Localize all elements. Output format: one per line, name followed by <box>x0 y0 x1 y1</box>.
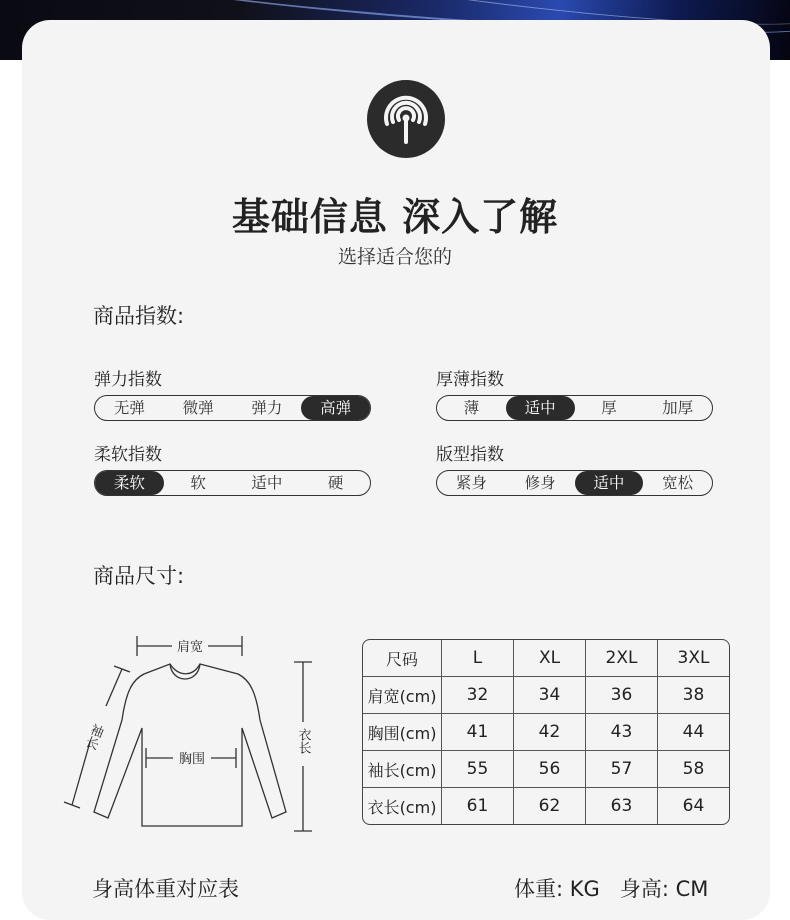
table-row <box>363 677 729 714</box>
units-label: 体重: KG 身高: CM <box>514 877 709 901</box>
elasticity-option: 微弹 <box>182 399 214 417</box>
height-weight-heading: 身高体重对应表 <box>92 877 239 901</box>
chest-label: 胸围 <box>178 752 206 767</box>
elasticity-option: 无弹 <box>113 399 145 417</box>
table-header-cell: 3XL <box>658 640 729 677</box>
elasticity-option: 弹力 <box>251 399 283 417</box>
shirt-outline <box>94 664 286 826</box>
table-row <box>363 788 729 824</box>
table-header-row <box>363 640 729 677</box>
table-header-cell: L <box>442 640 514 677</box>
table-cell: 43 <box>586 714 658 751</box>
softness-scale <box>94 470 371 496</box>
fit-option: 修身 <box>524 474 556 492</box>
garment-diagram <box>60 630 330 840</box>
page-title: 基础信息 深入了解 <box>231 195 559 239</box>
table-cell: 58 <box>658 751 729 788</box>
table-cell: 56 <box>514 751 586 788</box>
table-cell: 44 <box>658 714 729 751</box>
table-header-cell: XL <box>514 640 586 677</box>
table-cell: 32 <box>442 677 514 714</box>
table-cell: 衣长(cm) <box>363 788 442 824</box>
thickness-option: 适中 <box>506 396 575 420</box>
page-subtitle: 选择适合您的 <box>337 246 452 268</box>
table-cell: 袖长(cm) <box>363 751 442 788</box>
table-header-cell: 尺码 <box>363 640 442 677</box>
softness-option: 软 <box>190 474 206 492</box>
brand-signal-icon <box>367 80 445 158</box>
fit-option: 适中 <box>575 471 644 495</box>
product-size-heading: 商品尺寸: <box>93 564 185 588</box>
length-label: 衣长 <box>295 728 311 754</box>
fit-label: 版型指数 <box>436 445 504 465</box>
fit-option: 宽松 <box>662 474 694 492</box>
table-cell: 42 <box>514 714 586 751</box>
elasticity-label: 弹力指数 <box>94 370 162 390</box>
softness-option: 柔软 <box>95 471 164 495</box>
sleeve-label: 袖长 <box>81 721 105 751</box>
shoulder-label: 肩宽 <box>176 640 204 655</box>
table-cell: 41 <box>442 714 514 751</box>
elasticity-scale <box>94 395 371 421</box>
table-header-cell: 2XL <box>586 640 658 677</box>
size-table <box>362 639 730 825</box>
fit-scale <box>436 470 713 496</box>
table-row <box>363 714 729 751</box>
product-index-heading: 商品指数: <box>93 304 185 328</box>
table-cell: 63 <box>586 788 658 824</box>
table-cell: 38 <box>658 677 729 714</box>
table-cell: 肩宽(cm) <box>363 677 442 714</box>
table-row <box>363 751 729 788</box>
thickness-label: 厚薄指数 <box>436 370 504 390</box>
table-cell: 61 <box>442 788 514 824</box>
thickness-option: 厚 <box>601 399 617 417</box>
shirt-collar <box>170 664 200 679</box>
table-cell: 36 <box>586 677 658 714</box>
table-cell: 55 <box>442 751 514 788</box>
thickness-scale <box>436 395 713 421</box>
softness-option: 适中 <box>251 474 283 492</box>
elasticity-option: 高弹 <box>301 396 370 420</box>
table-cell: 胸围(cm) <box>363 714 442 751</box>
thickness-option: 加厚 <box>662 399 694 417</box>
table-cell: 57 <box>586 751 658 788</box>
softness-label: 柔软指数 <box>94 445 162 465</box>
softness-option: 硬 <box>327 474 344 492</box>
thickness-option: 薄 <box>463 399 480 417</box>
table-cell: 64 <box>682 796 705 816</box>
table-cell: 34 <box>514 677 586 714</box>
fit-option: 紧身 <box>455 474 487 492</box>
table-cell: 62 <box>514 788 586 824</box>
